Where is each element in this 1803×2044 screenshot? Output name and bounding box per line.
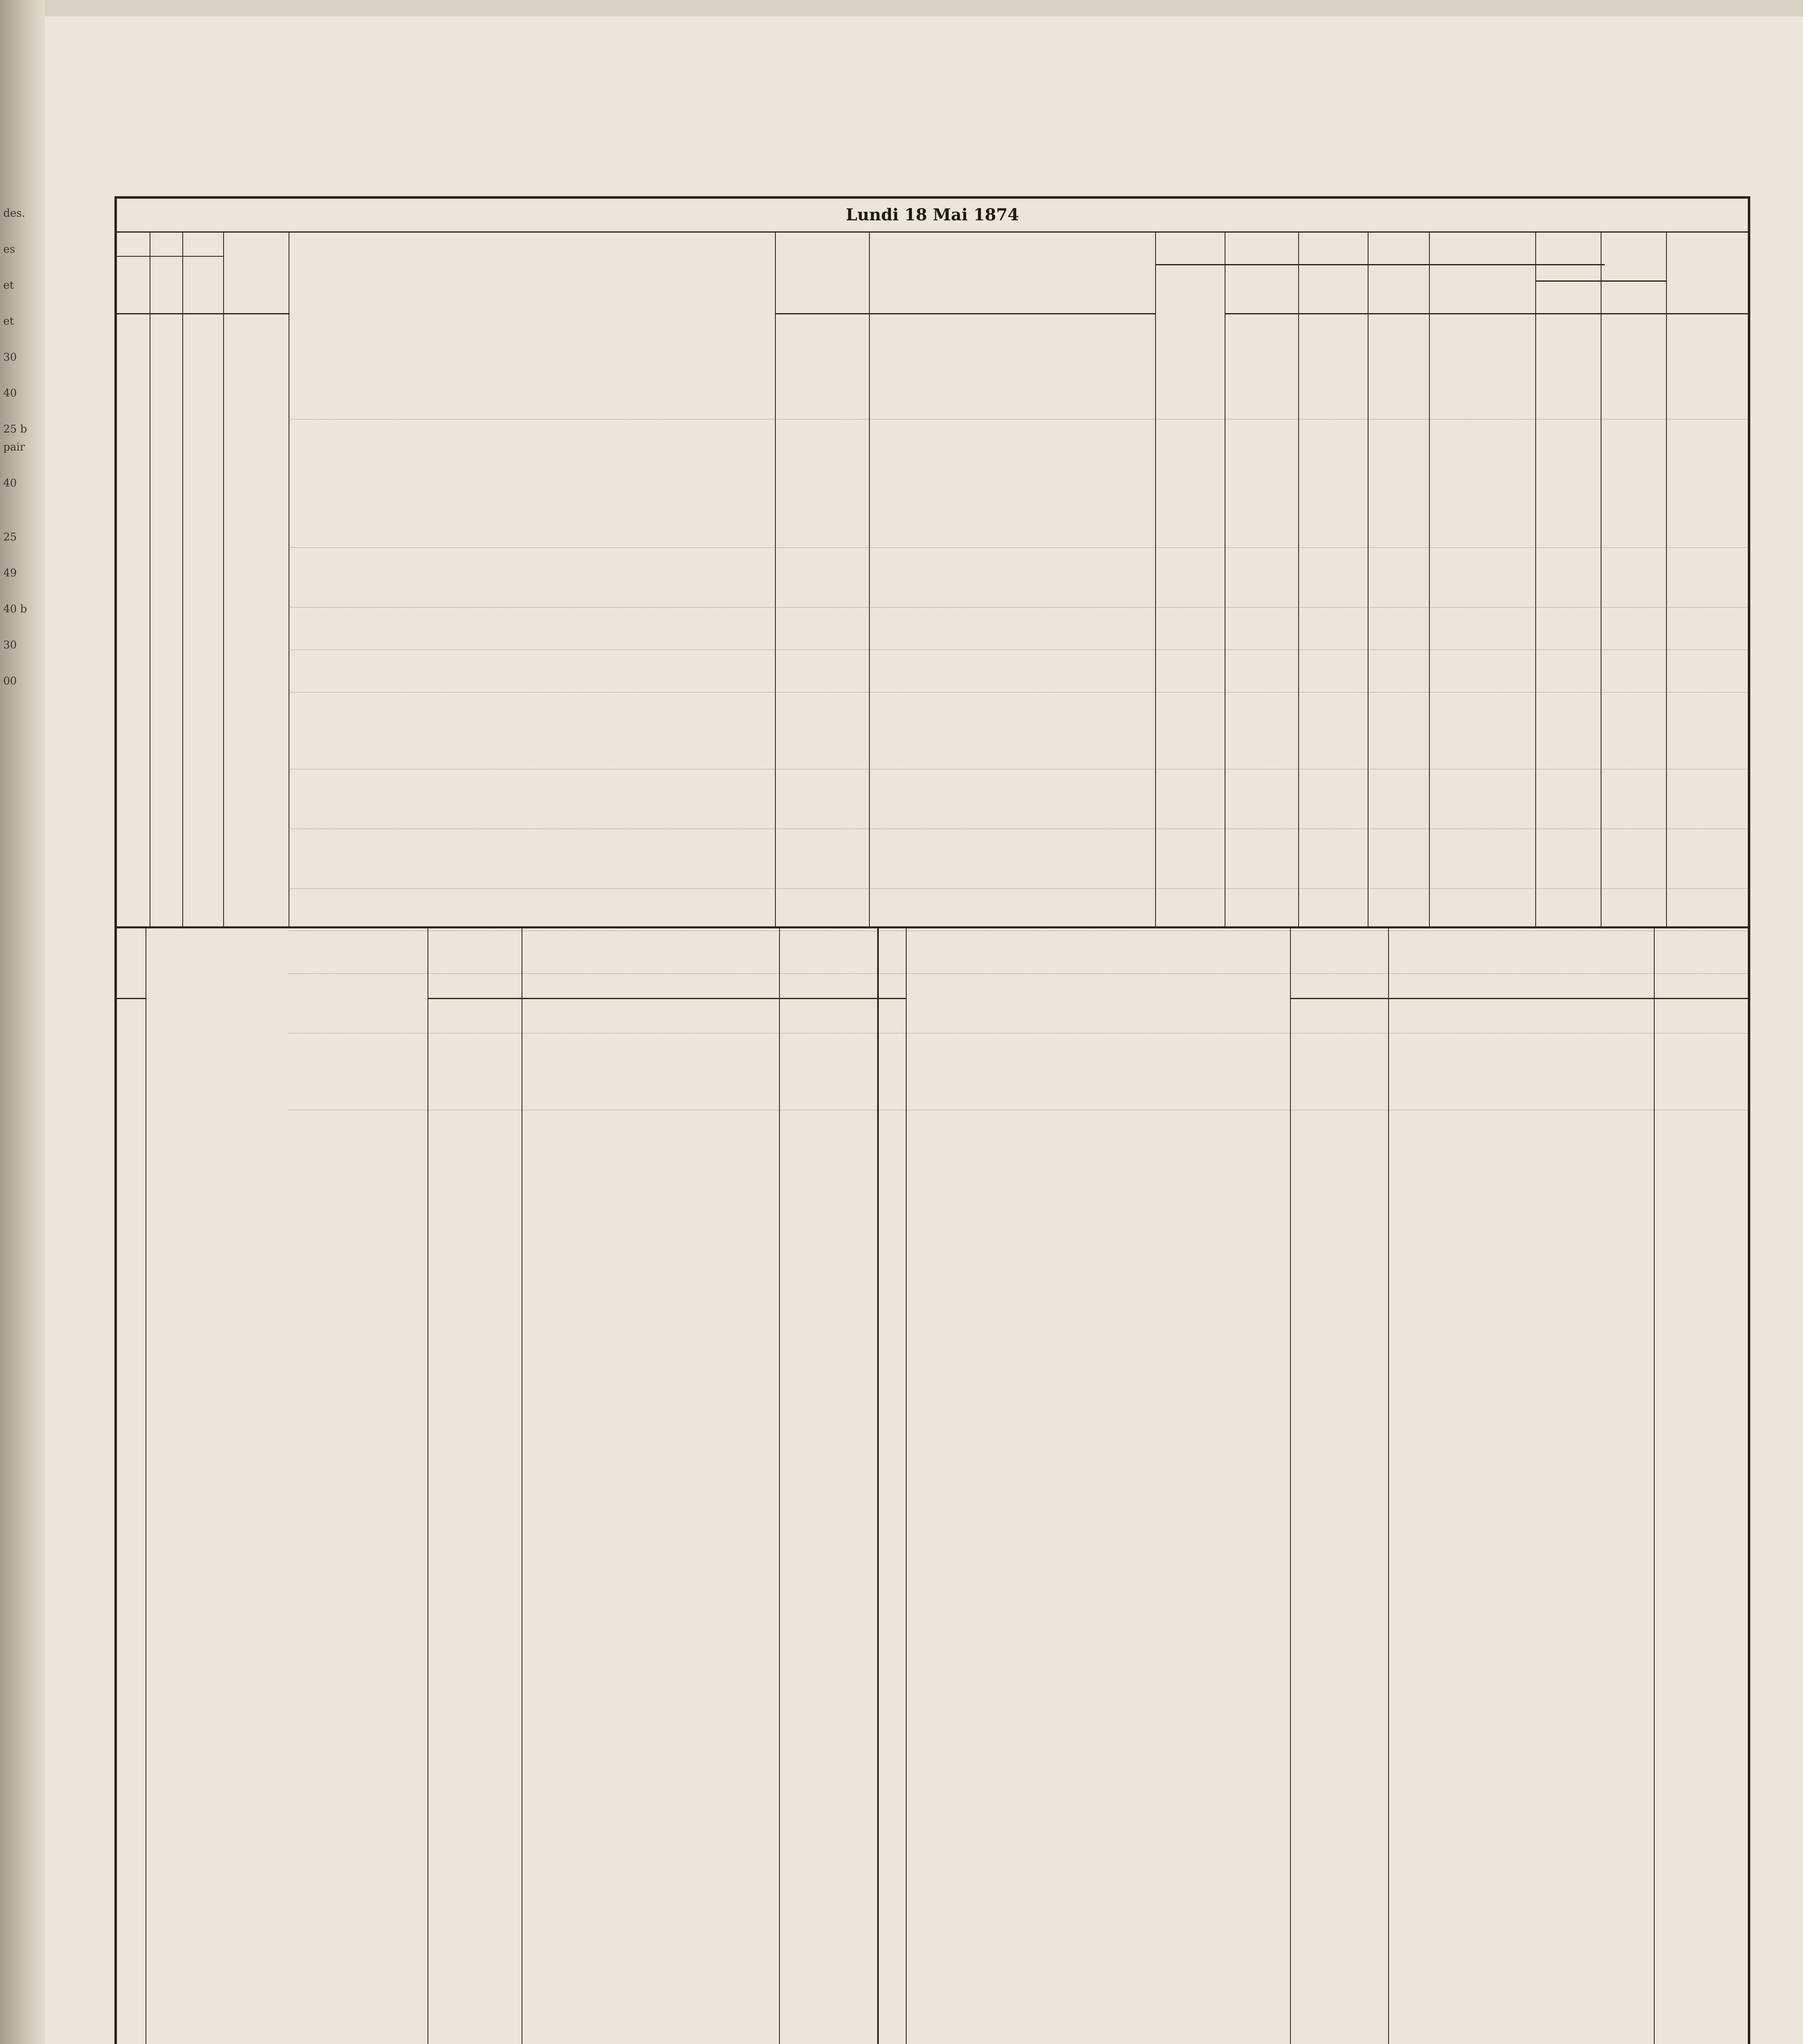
spine-line: et — [3, 315, 14, 327]
left-header-interets — [779, 928, 877, 999]
mid-header-jouissance — [1290, 928, 1388, 999]
header-interets-dividendes — [1666, 231, 1748, 314]
header-taux-emission — [223, 231, 289, 314]
spine-line — [3, 492, 40, 510]
column-rule — [1388, 928, 1389, 2044]
quote-row — [117, 419, 1748, 548]
header-liq-autre — [182, 256, 223, 314]
spine-line — [3, 546, 40, 564]
column-rule — [1654, 928, 1655, 2044]
center-rule — [877, 928, 879, 2044]
header-dernier-cours — [1429, 264, 1535, 314]
spine-line: 30 — [3, 351, 17, 363]
header-au-comptant — [869, 231, 1155, 314]
foreign-railway-quotations-table — [117, 231, 1748, 928]
spine-line — [3, 618, 40, 636]
quote-row — [117, 693, 1748, 769]
mid-header-taux — [877, 928, 906, 999]
header-jouissance — [775, 231, 869, 314]
spine-line: 40 b — [3, 603, 27, 615]
quote-row — [117, 829, 1748, 889]
page-date-header: Lundi 18 Mai 1874 — [117, 199, 1748, 233]
newspaper-page — [45, 16, 1803, 2044]
spine-line: 40 — [3, 387, 17, 399]
header-compt2 — [1535, 280, 1601, 314]
quote-row — [117, 889, 1748, 931]
header-liq-pr — [150, 256, 182, 314]
reports-header — [117, 231, 223, 257]
spine-line: et — [3, 279, 14, 291]
spine-line: 25 b — [3, 423, 27, 435]
spine-line — [3, 402, 40, 420]
spine-line — [3, 582, 40, 600]
header-terme2 — [1601, 280, 1666, 314]
column-rule — [779, 928, 780, 2044]
quote-row — [117, 769, 1748, 829]
quote-row — [117, 607, 1748, 650]
spine-line: des. — [3, 207, 25, 220]
spine-line: 25 — [3, 531, 17, 543]
left-header-taux — [117, 928, 146, 999]
header-premier-cours — [1225, 264, 1298, 314]
quote-row — [117, 548, 1748, 607]
mid-header-comptant — [1388, 928, 1654, 999]
column-rule — [906, 928, 907, 2044]
spine-margin-text — [3, 204, 40, 690]
spine-line — [3, 456, 40, 474]
spine-line — [3, 330, 40, 348]
french-securities-quotations-table — [117, 928, 1748, 2044]
stock-quotations-frame — [114, 196, 1750, 2044]
header-plus-haut — [1298, 264, 1368, 314]
header-compt — [117, 256, 150, 314]
spine-line: es — [3, 243, 15, 256]
spine-line: 00 — [3, 675, 17, 687]
spine-line — [3, 366, 40, 384]
header-plus-bas — [1368, 264, 1429, 314]
quote-row — [117, 325, 1748, 419]
quote-row — [117, 650, 1748, 693]
spine-line: pair — [3, 441, 25, 453]
spine-line: 49 — [3, 567, 17, 579]
left-header-jouissance — [428, 928, 522, 999]
spine-line: 30 — [3, 639, 17, 651]
page-spine — [0, 0, 45, 2044]
spine-line — [3, 258, 40, 276]
mid-header-interets — [1654, 928, 1748, 999]
spine-line: 40 — [3, 477, 17, 489]
spine-line — [3, 510, 40, 528]
spine-line — [3, 222, 40, 240]
column-rule — [1290, 928, 1291, 2044]
spine-line — [3, 294, 40, 312]
spine-line — [3, 654, 40, 672]
left-header-comptant — [522, 928, 779, 999]
